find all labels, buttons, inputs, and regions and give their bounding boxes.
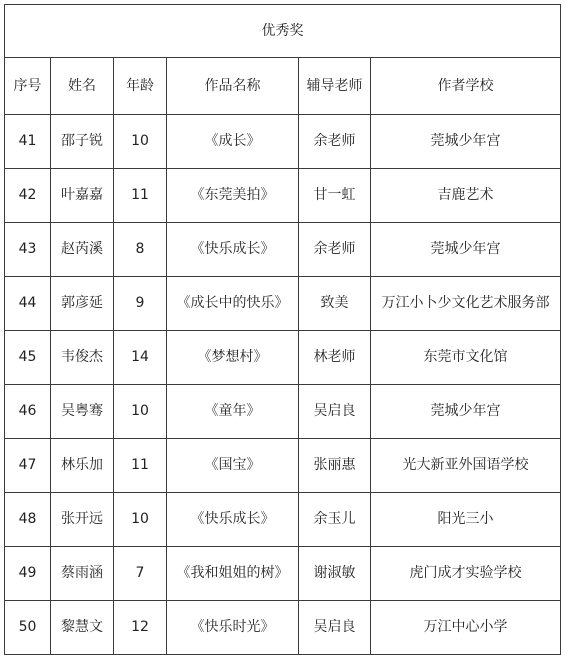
cell-seq: 44 <box>5 277 51 331</box>
table-row <box>5 385 561 439</box>
header-row <box>5 58 561 115</box>
cell-work: 《梦想村》 <box>167 331 299 385</box>
table-caption: 优秀奖 <box>5 5 561 58</box>
cell-tutor: 吴启良 <box>299 601 371 655</box>
header-name: 姓名 <box>51 58 114 115</box>
cell-age: 10 <box>114 385 167 439</box>
table-row <box>5 493 561 547</box>
cell-work: 《东莞美拍》 <box>167 169 299 223</box>
cell-name: 韦俊杰 <box>51 331 114 385</box>
cell-work: 《成长中的快乐》 <box>167 277 299 331</box>
cell-age: 10 <box>114 493 167 547</box>
cell-tutor: 吴启良 <box>299 385 371 439</box>
cell-work: 《快乐成长》 <box>167 493 299 547</box>
cell-seq: 42 <box>5 169 51 223</box>
table-row <box>5 169 561 223</box>
cell-work: 《国宝》 <box>167 439 299 493</box>
cell-age: 10 <box>114 115 167 169</box>
cell-age: 7 <box>114 547 167 601</box>
cell-seq: 41 <box>5 115 51 169</box>
cell-tutor: 余老师 <box>299 223 371 277</box>
cell-tutor: 张丽惠 <box>299 439 371 493</box>
cell-seq: 47 <box>5 439 51 493</box>
cell-age: 12 <box>114 601 167 655</box>
cell-name: 林乐加 <box>51 439 114 493</box>
cell-age: 11 <box>114 169 167 223</box>
cell-tutor: 谢淑敏 <box>299 547 371 601</box>
header-work: 作品名称 <box>167 58 299 115</box>
cell-name: 吴粤骞 <box>51 385 114 439</box>
table-row <box>5 223 561 277</box>
cell-name: 蔡雨涵 <box>51 547 114 601</box>
cell-age: 9 <box>114 277 167 331</box>
table-row <box>5 115 561 169</box>
cell-tutor: 林老师 <box>299 331 371 385</box>
cell-name: 邵子锐 <box>51 115 114 169</box>
table-row <box>5 331 561 385</box>
cell-seq: 48 <box>5 493 51 547</box>
table-row <box>5 601 561 655</box>
awards-table <box>4 4 561 655</box>
cell-age: 8 <box>114 223 167 277</box>
cell-tutor: 余玉儿 <box>299 493 371 547</box>
table-row <box>5 277 561 331</box>
cell-name: 叶嘉嘉 <box>51 169 114 223</box>
table-row <box>5 547 561 601</box>
cell-seq: 45 <box>5 331 51 385</box>
header-tutor: 辅导老师 <box>299 58 371 115</box>
cell-school: 东莞市文化馆 <box>371 331 561 385</box>
cell-work: 《成长》 <box>167 115 299 169</box>
cell-school: 光大新亚外国语学校 <box>371 439 561 493</box>
cell-age: 14 <box>114 331 167 385</box>
cell-name: 张开远 <box>51 493 114 547</box>
cell-age: 11 <box>114 439 167 493</box>
cell-school: 万江中心小学 <box>371 601 561 655</box>
cell-school: 阳光三小 <box>371 493 561 547</box>
cell-school: 莞城少年宫 <box>371 385 561 439</box>
table-row <box>5 439 561 493</box>
cell-name: 郭彦延 <box>51 277 114 331</box>
caption-row <box>5 5 561 58</box>
cell-school: 虎门成才实验学校 <box>371 547 561 601</box>
cell-seq: 43 <box>5 223 51 277</box>
cell-tutor: 致美 <box>299 277 371 331</box>
cell-school: 吉鹿艺术 <box>371 169 561 223</box>
cell-school: 莞城少年宫 <box>371 115 561 169</box>
cell-tutor: 余老师 <box>299 115 371 169</box>
header-age: 年龄 <box>114 58 167 115</box>
cell-seq: 50 <box>5 601 51 655</box>
cell-seq: 49 <box>5 547 51 601</box>
cell-name: 黎慧文 <box>51 601 114 655</box>
cell-work: 《快乐时光》 <box>167 601 299 655</box>
cell-work: 《快乐成长》 <box>167 223 299 277</box>
cell-seq: 46 <box>5 385 51 439</box>
header-school: 作者学校 <box>371 58 561 115</box>
cell-work: 《童年》 <box>167 385 299 439</box>
cell-name: 赵芮溪 <box>51 223 114 277</box>
cell-tutor: 甘一虹 <box>299 169 371 223</box>
cell-school: 莞城少年宫 <box>371 223 561 277</box>
cell-work: 《我和姐姐的树》 <box>167 547 299 601</box>
header-seq: 序号 <box>5 58 51 115</box>
cell-school: 万江小卜少文化艺术服务部 <box>371 277 561 331</box>
